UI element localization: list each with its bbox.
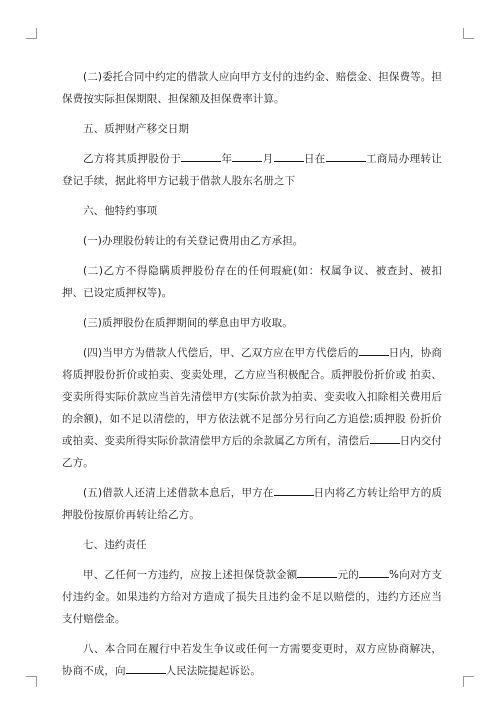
page-corner-mark-top-left (26, 28, 37, 39)
clause-disposal-after-compensation: (四)当甲方为借款人代偿后，甲、乙双方应在甲方代偿后的 日内，协商将质押股份折价或拍卖、变卖处理，乙方应当积极配合。质押股份折价或 拍卖、变卖所得实际价款应当首先清偿甲方(实际价款为拍卖、变卖收入扣除相关费用后的余额)，如不足以清偿的，甲方依法就不足部分另行向乙方追偿;质押股 份折价或拍卖、变卖所得实际价款清偿甲方后的余款属乙方所有，清偿后 日内交付乙方。 (62, 342, 442, 474)
clause-no-concealment: (二)乙方不得隐瞒质押股份存在的任何瑕疵(如：权属争议、被查封、被扣押、已设定质押权等)。 (62, 265, 442, 299)
fill-in-blank (126, 661, 166, 674)
clause-transfer-registration: 乙方将其质押股份于 年 月 日在 工商局办理转让登记手续，据此将甲方记载于借款人股东名册之下 (62, 148, 442, 192)
fill-in-blank (274, 149, 304, 162)
fill-in-blank (274, 483, 314, 496)
fill-in-blank (181, 149, 221, 162)
page-corner-mark-bottom-right (463, 676, 474, 687)
document-page (62, 66, 442, 690)
section-heading-liability: 七、违约责任 (83, 539, 147, 551)
fill-in-blank (370, 431, 400, 444)
clause-return-transfer: (五)借款人还清上述借款本息后，甲方在 日内将乙方转让给甲方的质押股份按原价再转让给乙方。 (62, 482, 442, 526)
section-heading-transfer-date: 五、质押财产移交日期 (83, 123, 189, 135)
fill-in-blank (359, 343, 389, 356)
page-corner-mark-bottom-left (26, 676, 37, 687)
section-heading-special-terms: 六、他特约事项 (83, 205, 158, 217)
page-corner-mark-top-right (463, 28, 474, 39)
fill-in-blank (232, 149, 262, 162)
clause-guarantee-fees: (二)委托合同中约定的借款人应向甲方支付的违约金、赔偿金、担保费等。担保费按实际担保期限、担保额及担保费率计算。 (62, 71, 442, 105)
clause-penalty: 甲、乙任何一方违约，应按上述担保贷款金额 元的 %向对方支付违约金。如果违约方给对方造成了损失且违约金不足以赔偿的，违约方还应当支付赔偿金。 (62, 564, 442, 630)
clause-dispute-resolution: 八、本合同在履行中若发生争议或任何一方需要变更时，双方应协商解决，协商不成，向 人民法院提起诉讼。 (62, 643, 442, 677)
fill-in-blank (326, 149, 366, 162)
fill-in-blank (297, 565, 337, 578)
clause-fruits-collection: (三)质押股份在质押期间的孳息由甲方收取。 (83, 317, 293, 329)
fill-in-blank (359, 565, 389, 578)
clause-registration-fees: (一)办理股份转让的有关登记费用由乙方承担。 (83, 235, 304, 247)
